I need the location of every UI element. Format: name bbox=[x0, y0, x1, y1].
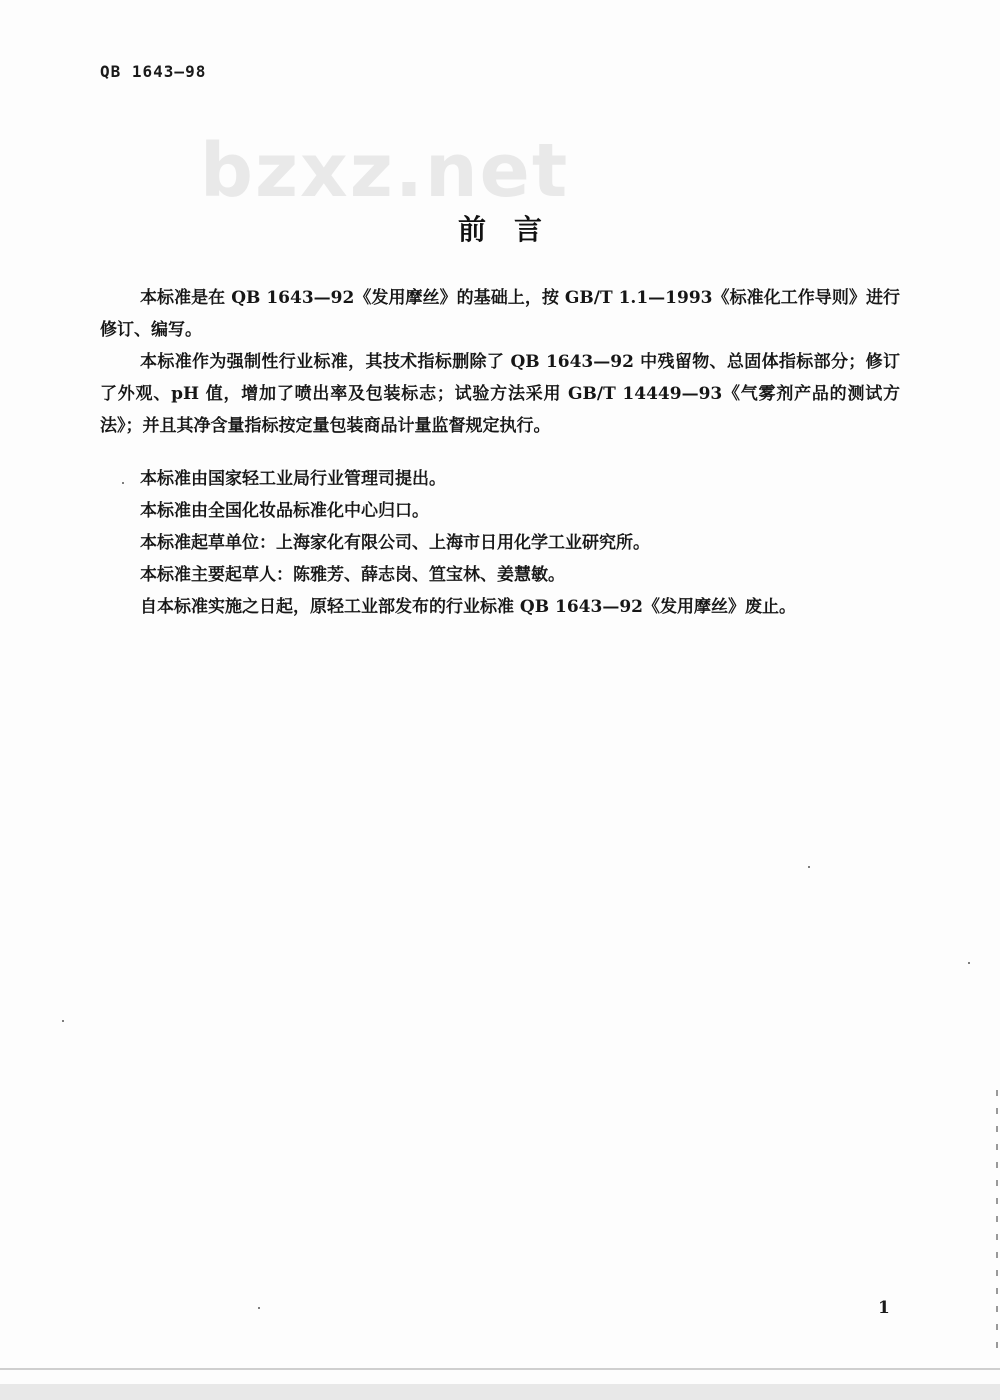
scan-speck bbox=[808, 866, 810, 868]
paragraph-drafters: 本标准主要起草人：陈雅芳、薛志岗、笪宝林、姜慧敏。 bbox=[140, 565, 565, 585]
preface-body bbox=[100, 282, 900, 442]
paragraph-revision-basis: 本标准是在 QB 1643—92《发用摩丝》的基础上，按 GB/T 1.1—1993《标准化工作导则》进行修订、编写。 bbox=[100, 288, 900, 340]
scan-speck bbox=[968, 962, 970, 964]
preface-credits bbox=[100, 463, 900, 623]
scan-speck bbox=[62, 1020, 64, 1022]
scan-speck bbox=[258, 1307, 260, 1309]
scan-edge-bottom-shade bbox=[0, 1384, 1000, 1400]
page-title: 前言 bbox=[457, 213, 570, 246]
scan-speck bbox=[122, 482, 124, 484]
document-id: QB 1643—98 bbox=[100, 62, 207, 81]
paragraph-supersedes: 自本标准实施之日起，原轻工业部发布的行业标准 QB 1643—92《发用摩丝》废止。 bbox=[140, 597, 796, 617]
paragraph-technical-changes: 本标准作为强制性行业标准，其技术指标删除了 QB 1643—92 中残留物、总固体指标部分；修订了外观、pH 值，增加了喷出率及包装标志；试验方法采用 GB/T 14449—93《气雾剂产品的测试方法》；并且其净含量指标按定量包装商品计量监督规定执行。 bbox=[100, 352, 900, 436]
page-number: 1 bbox=[878, 1298, 890, 1318]
scan-edge-bottom bbox=[0, 1368, 1000, 1370]
paragraph-proposer: 本标准由国家轻工业局行业管理司提出。 bbox=[140, 469, 446, 489]
scan-edge-right bbox=[996, 1090, 998, 1360]
paragraph-centralized-by: 本标准由全国化妆品标准化中心归口。 bbox=[140, 501, 429, 521]
watermark: bzxz.net bbox=[200, 128, 570, 214]
paragraph-drafting-units: 本标准起草单位：上海家化有限公司、上海市日用化学工业研究所。 bbox=[140, 533, 650, 553]
